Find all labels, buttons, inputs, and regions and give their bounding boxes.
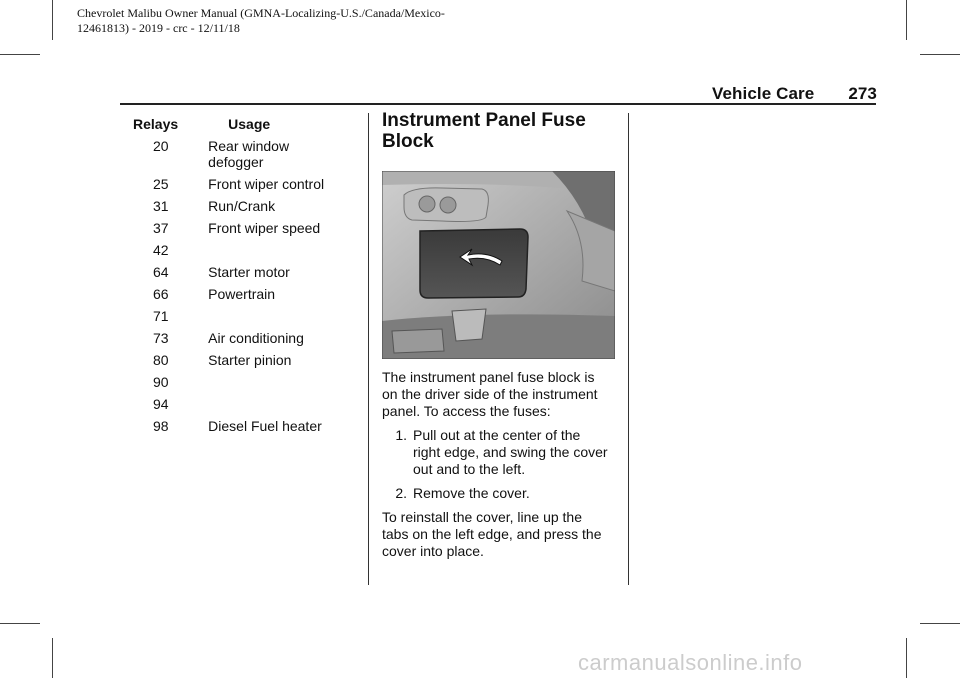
crop-mark [52,0,53,40]
table-row [133,396,332,418]
relay-usage [208,308,332,330]
table-row [133,330,332,352]
relay-number: 80 [153,352,169,368]
column-header-relays: Relays [133,116,179,132]
table-row [133,308,332,330]
reinstall-paragraph [382,509,618,560]
section-title: Vehicle Care [712,84,815,103]
column-divider [628,113,629,585]
fuse-block-cover-photo [382,171,615,359]
relay-usage-line [208,242,332,258]
relay-usage [208,418,332,440]
relay-usage [208,220,332,242]
document-header-line: Chevrolet Malibu Owner Manual (GMNA-Localizing-U.S./Canada/Mexico- [77,6,445,20]
crop-mark [920,54,960,55]
relay-usage-line [208,308,332,324]
crop-mark [52,638,53,678]
relay-usage-line: Air conditioning [208,330,304,346]
table-row [133,374,332,396]
heading-line: Instrument Panel Fuse [382,110,586,131]
table-row [133,138,332,176]
relay-usage-line: Rear window [208,138,290,154]
watermark: carmanualsonline.info [578,650,803,675]
relay-usage [208,330,332,352]
step-line: Pull out at the center of the [413,427,581,443]
step-line: right edge, and swing the cover [413,444,608,460]
relay-number: 71 [153,308,169,324]
intro-line: The instrument panel fuse block is [382,369,595,385]
section-header [712,84,877,104]
document-header-line: 12461813) - 2019 - crc - 12/11/18 [77,21,240,35]
relay-usage [208,242,332,264]
relay-usage-line: Front wiper speed [208,220,321,236]
table-row [133,264,332,286]
step-text [413,427,608,478]
relay-usage [208,374,332,396]
relay-usage-line: Front wiper control [208,176,325,192]
relay-usage-line: Starter pinion [208,352,292,368]
crop-mark [0,54,40,55]
relay-number: 64 [153,264,169,280]
section-heading [382,110,618,152]
table-row [133,176,332,198]
relay-number: 31 [153,198,169,214]
relay-table-body [133,138,332,440]
steps-list [382,427,618,502]
fuse-block-section [382,110,618,567]
column-header-usage: Usage [228,116,271,132]
relay-usage [208,138,332,176]
relay-number: 66 [153,286,169,302]
relay-usage [208,198,332,220]
relay-usage-line [208,374,332,390]
relay-usage-line: Starter motor [208,264,290,280]
step-text [413,485,530,502]
relay-usage-line: Diesel Fuel heater [208,418,322,434]
relay-usage [208,396,332,418]
relay-usage [208,352,332,374]
relay-number: 37 [153,220,169,236]
relay-number: 73 [153,330,169,346]
relay-usage-line: defogger [208,154,264,170]
step-number: 1. [395,427,407,443]
step-item [382,427,618,478]
document-header [77,6,537,36]
step-item [382,485,618,502]
step-number: 2. [395,485,407,501]
intro-line: on the driver side of the instrument [382,386,598,402]
heading-line: Block [382,131,434,152]
table-row [133,242,332,264]
table-row [133,286,332,308]
header-rule [120,103,876,105]
intro-paragraph [382,369,618,420]
crop-mark [906,0,907,40]
crop-mark [906,638,907,678]
relay-usage-line: Run/Crank [208,198,276,214]
relay-table [133,116,332,440]
relay-usage [208,286,332,308]
crop-mark [0,623,40,624]
reinstall-line: tabs on the left edge, and press the [382,526,602,542]
relay-number: 42 [153,242,169,258]
table-row [133,198,332,220]
relay-number: 25 [153,176,169,192]
relay-number: 20 [153,138,169,154]
reinstall-line: To reinstall the cover, line up the [382,509,583,525]
relay-usage [208,176,332,198]
step-line: Remove the cover. [413,485,530,501]
reinstall-line: cover into place. [382,543,484,559]
step-line: out and to the left. [413,461,526,477]
table-header-row [133,116,332,138]
column-divider [368,113,369,585]
relay-number: 94 [153,396,169,412]
crop-mark [920,623,960,624]
table-row [133,352,332,374]
table-row [133,220,332,242]
relay-usage-line [208,396,332,412]
relay-number: 90 [153,374,169,390]
table-row [133,418,332,440]
page-number: 273 [848,84,877,103]
relay-usage [208,264,332,286]
relay-number: 98 [153,418,169,434]
intro-line: panel. To access the fuses: [382,403,551,419]
relay-usage-line: Powertrain [208,286,276,302]
